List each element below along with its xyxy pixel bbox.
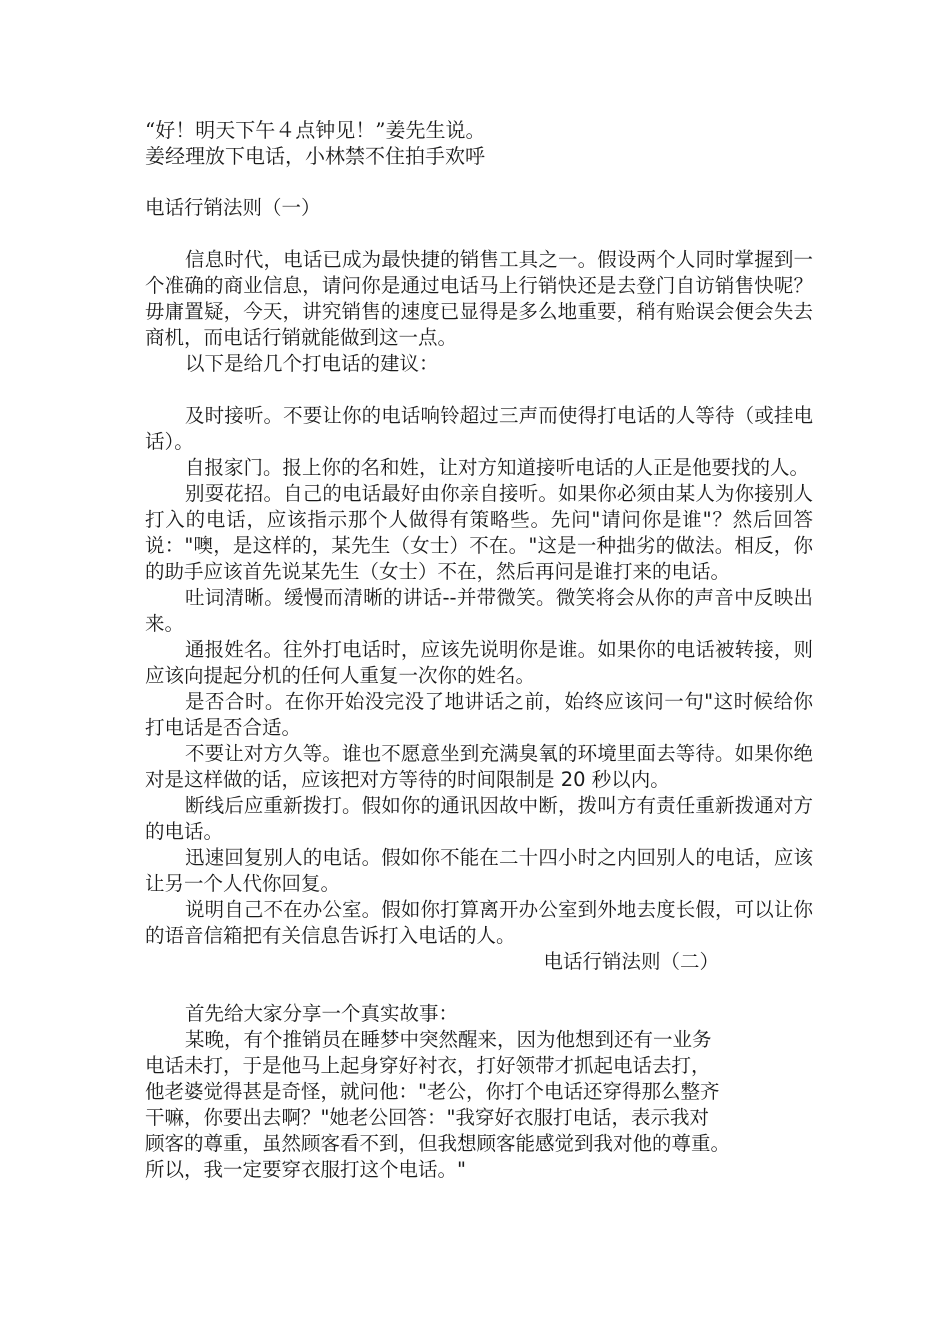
tip-paragraph: 断线后应重新拨打。假如你的通讯因故中断，拨叫方有责任重新拨通对方的电话。 bbox=[145, 794, 813, 843]
section-1-lead: 以下是给几个打电话的建议： bbox=[185, 352, 439, 375]
section-2-lead: 首先给大家分享一个真实故事： bbox=[185, 1002, 459, 1025]
story-line: 顾客的尊重，虽然顾客看不到，但我想顾客能感觉到我对他的尊重。 bbox=[145, 1132, 731, 1155]
intro-line-1: “好！明天下午４点钟见！”姜先生说。 bbox=[145, 118, 486, 142]
tip-paragraph: 是否合时。在你开始没完没了地讲话之前，始终应该问一句"这时候给你打电话是否合适。 bbox=[145, 690, 813, 739]
tip-paragraph: 说明自己不在办公室。假如你打算离开办公室到外地去度长假，可以让你的语音信箱把有关信息告诉打入电话的人。 bbox=[145, 898, 813, 947]
tip-paragraph: 吐词清晰。缓慢而清晰的讲话--并带微笑。微笑将会从你的声音中反映出来。 bbox=[145, 586, 813, 635]
tip-paragraph: 不要让对方久等。谁也不愿意坐到充满臭氧的环境里面去等待。如果你绝对是这样做的话，应该把对方等待的时间限制是 20 秒以内。 bbox=[145, 742, 813, 791]
story-line: 某晚，有个推销员在睡梦中突然醒来，因为他想到还有一业务 bbox=[185, 1028, 712, 1051]
tip-paragraph: 及时接听。不要让你的电话响铃超过三声而使得打电话的人等待（或挂电话）。 bbox=[145, 404, 813, 453]
section-1-intro-paragraph: 信息时代，电话已成为最快捷的销售工具之一。假设两个人同时掌握到一个准确的商业信息，请问你是通过电话马上行销快还是去登门自访销售快呢？毋庸置疑，今天，讲究销售的速度已显得是多么地重要，稍有贻误会便会失去商机，而电话行销就能做到这一点。 bbox=[145, 248, 813, 349]
document-page bbox=[145, 117, 813, 1183]
tip-paragraph: 别耍花招。自己的电话最好由你亲自接听。如果你必须由某人为你接别人打入的电话，应该指示那个人做得有策略些。先问"请问你是谁"？然后回答说："噢，是这样的，某先生（女士）不在。"这是一种拙劣的做法。相反，你的助手应该首先说某先生（女士）不在，然后再问是谁打来的电话。 bbox=[145, 482, 813, 583]
section-1-title: 电话行销法则（一） bbox=[145, 196, 321, 219]
tip-paragraph: 迅速回复别人的电话。假如你不能在二十四小时之内回别人的电话，应该让另一个人代你回复。 bbox=[145, 846, 813, 895]
story-line: 电话未打，于是他马上起身穿好衬衣，打好领带才抓起电话去打， bbox=[145, 1054, 711, 1077]
intro-line-2: 姜经理放下电话，小林禁不住拍手欢呼 bbox=[145, 144, 485, 168]
story-line: 干嘛，你要出去啊？"她老公回答："我穿好衣服打电话，表示我对 bbox=[145, 1106, 709, 1129]
section-2-title: 电话行销法则（二） bbox=[543, 950, 719, 973]
tip-paragraph: 自报家门。报上你的名和姓，让对方知道接听电话的人正是他要找的人。 bbox=[185, 456, 810, 479]
tip-paragraph: 通报姓名。往外打电话时，应该先说明你是谁。如果你的电话被转接，则应该向提起分机的任何人重复一次你的姓名。 bbox=[145, 638, 813, 687]
story-line: 他老婆觉得甚是奇怪，就问他："老公，你打个电话还穿得那么整齐 bbox=[145, 1080, 720, 1103]
story-line: 所以，我一定要穿衣服打这个电话。" bbox=[145, 1158, 466, 1181]
